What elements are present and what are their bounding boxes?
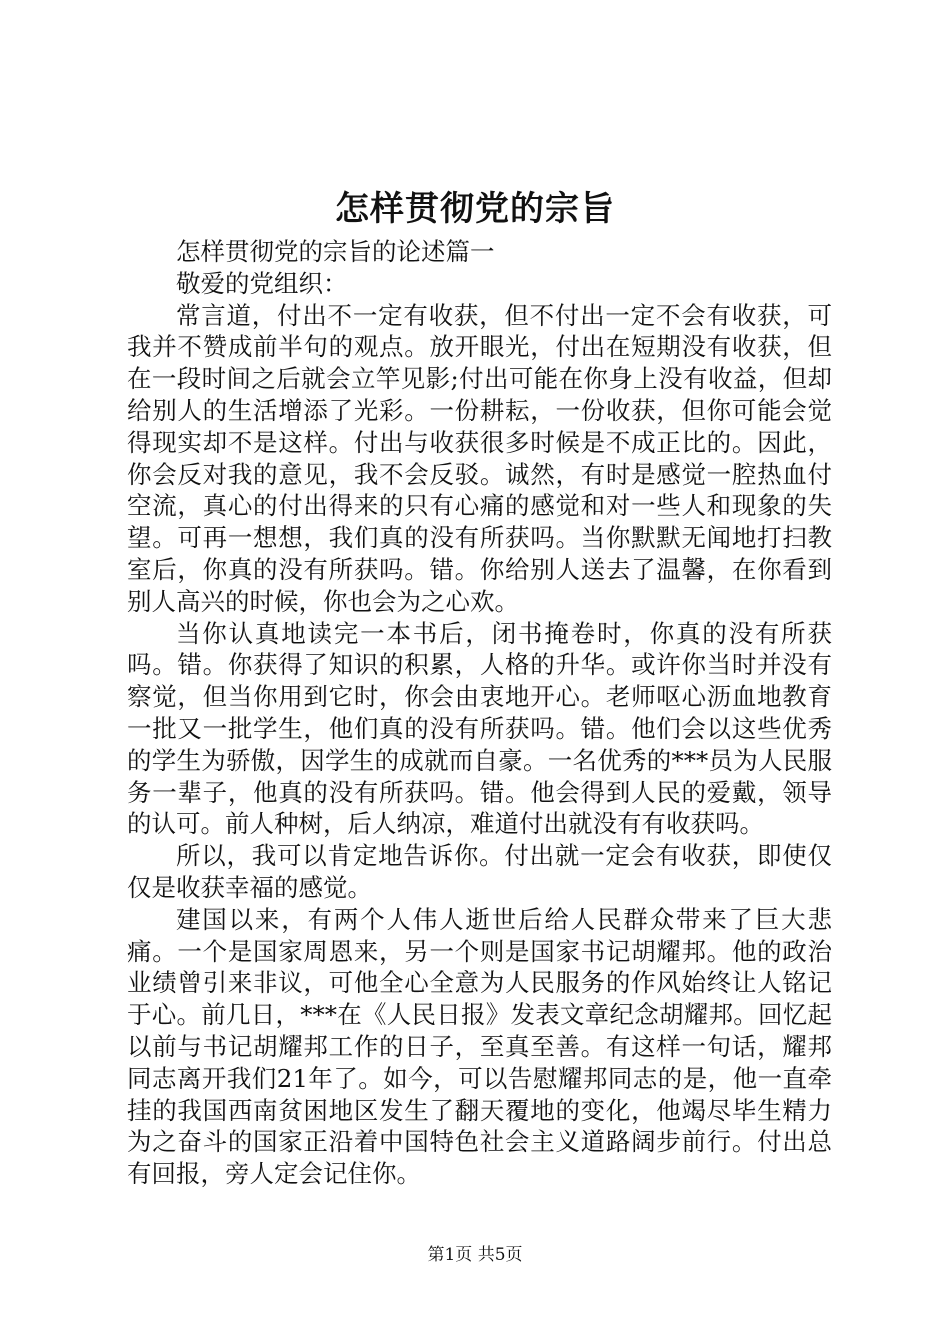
body-paragraph: 常言道，付出不一定有收获，但不付出一定不会有收获，可我并不赞成前半句的观点。放开眼光，付出在短期没有收获，但在一段时间之后就会立竿见影;付出可能在你身上没有收益，但却给别人的生活增添了光彩。一份耕耘，一份收获，但你可能会觉得现实却不是这样。付出与收获很多时候是不成正比的。因此，你会反对我的意见，我不会反驳。诚然，有时是感觉一腔热血付空流，真心的付出得来的只有心痛的感觉和对一些人和现象的失望。可再一想想，我们真的没有所获吗。当你默默无闻地打扫教室后，你真的没有所获吗。错。你给别人送去了温馨，在你看到别人高兴的时候，你也会为之心欢。 [127, 300, 832, 616]
document-title: 怎样贯彻党的宗旨 [335, 189, 615, 229]
salutation-paragraph: 敬爱的党组织： [176, 268, 348, 298]
subtitle-paragraph: 怎样贯彻党的宗旨的论述篇一 [176, 237, 495, 266]
body-paragraph: 所以，我可以肯定地告诉你。付出就一定会有收获，即使仅仅是收获幸福的感觉。 [127, 841, 832, 902]
body-paragraph: 当你认真地读完一本书后，闭书掩卷时，你真的没有所获吗。错。你获得了知识的积累，人格的升华。或许你当时并没有察觉，但当你用到它时，你会由衷地开心。老师呕心沥血地教育一批又一批学生，他们真的没有所获吗。错。他们会以这些优秀的学生为骄傲，因学生的成就而自豪。一名优秀的***员为人民服务一辈子，他真的没有所获吗。错。他会得到人民的爱戴，领导的认可。前人种树，后人纳凉，难道付出就没有有收获吗。 [127, 618, 832, 839]
document-body [127, 236, 832, 1190]
body-paragraph: 建国以来，有两个人伟人逝世后给人民群众带来了巨大悲痛。一个是国家周恩来，另一个则是国家书记胡耀邦。他的政治业绩曾引来非议，可他全心全意为人民服务的作风始终让人铭记于心。前几日，***在《人民日报》发表文章纪念胡耀邦。回忆起以前与书记胡耀邦工作的日子，至真至善。有这样一句话，耀邦同志离开我们21年了。如今，可以告慰耀邦同志的是，他一直牵挂的我国西南贫困地区发生了翻天覆地的变化，他竭尽毕生精力为之奋斗的国家正沿着中国特色社会主义道路阔步前行。付出总有回报，旁人定会记住你。 [127, 904, 832, 1189]
page-footer: 第1页 共5页 [427, 1245, 523, 1265]
